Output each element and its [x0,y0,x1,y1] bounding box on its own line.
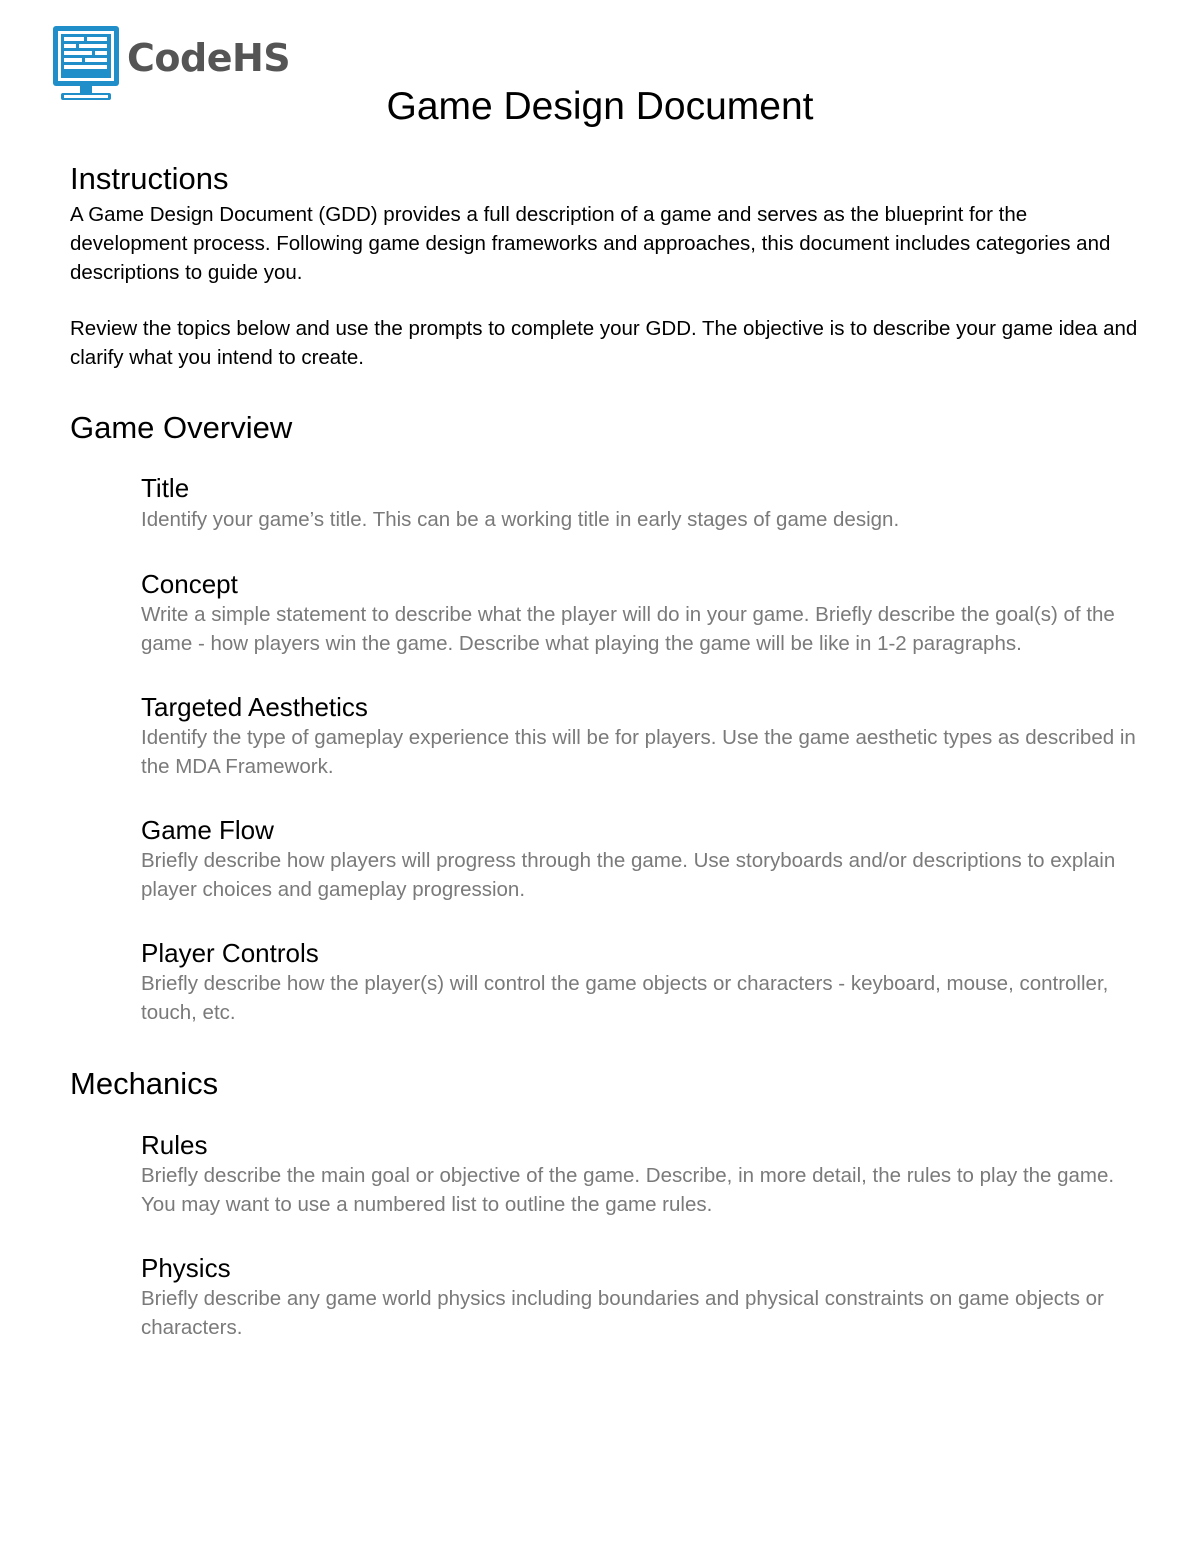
mechanics-item-physics [141,1253,1145,1342]
document-title: Game Design Document [386,85,814,128]
instructions-paragraph-2: Review the topics below and use the prompts to complete your GDD. The objective is to describe your game idea and clarify what you intend to create. [70,317,1138,370]
logo-text: CodeHS [127,36,291,80]
game-overview-section [70,409,1145,1027]
overview-item-description: Briefly describe how players will progress through the game. Use storyboards and/or descriptions to explain player choices and gameplay progression. [141,849,1116,902]
overview-item-description: Identify your game’s title. This can be a working title in early stages of game design. [141,507,900,531]
mechanics-item-rules [141,1130,1145,1219]
mechanics-item-heading: Physics [141,1252,231,1283]
mechanics-item-description: Briefly describe any game world physics including boundaries and physical constraints on game objects or characters. [141,1286,1104,1339]
overview-item-player-controls [141,938,1145,1027]
overview-item-game-flow [141,815,1145,904]
overview-item-heading: Game Flow [141,814,274,845]
instructions-section [70,160,1145,372]
instructions-paragraph-1: A Game Design Document (GDD) provides a full description of a game and serves as the blueprint for the development process. Following game design frameworks and approaches, this document includes categories and descriptions to guide you. [70,203,1111,285]
overview-item-heading: Concept [141,568,238,599]
mechanics-item-heading: Rules [141,1129,208,1160]
overview-item-heading: Targeted Aesthetics [141,691,368,722]
instructions-heading: Instructions [70,161,229,196]
mechanics-item-description: Briefly describe the main goal or objective of the game. Describe, in more detail, the rules to play the game. You may want to use a numbered list to outline the game rules. [141,1163,1115,1216]
overview-item-description: Briefly describe how the player(s) will control the game objects or characters - keyboard, mouse, controller, touch, etc. [141,972,1109,1025]
game-overview-heading: Game Overview [70,410,293,446]
overview-item-description: Identify the type of gameplay experience this will be for players. Use the game aesthetic types as described in the MDA Framework. [141,725,1136,778]
overview-item-heading: Title [141,473,190,504]
document-body [70,160,1145,1342]
overview-item-targeted-aesthetics [141,692,1145,781]
overview-item-title [141,473,1145,533]
mechanics-section [70,1065,1145,1342]
overview-item-description: Write a simple statement to describe what the player will do in your game. Briefly describe the goal(s) of the game - how players win the game. Describe what playing the game will be like in 1-2 paragraphs. [141,602,1115,655]
overview-item-concept [141,569,1145,658]
mechanics-heading: Mechanics [70,1066,219,1102]
overview-item-heading: Player Controls [141,938,319,969]
